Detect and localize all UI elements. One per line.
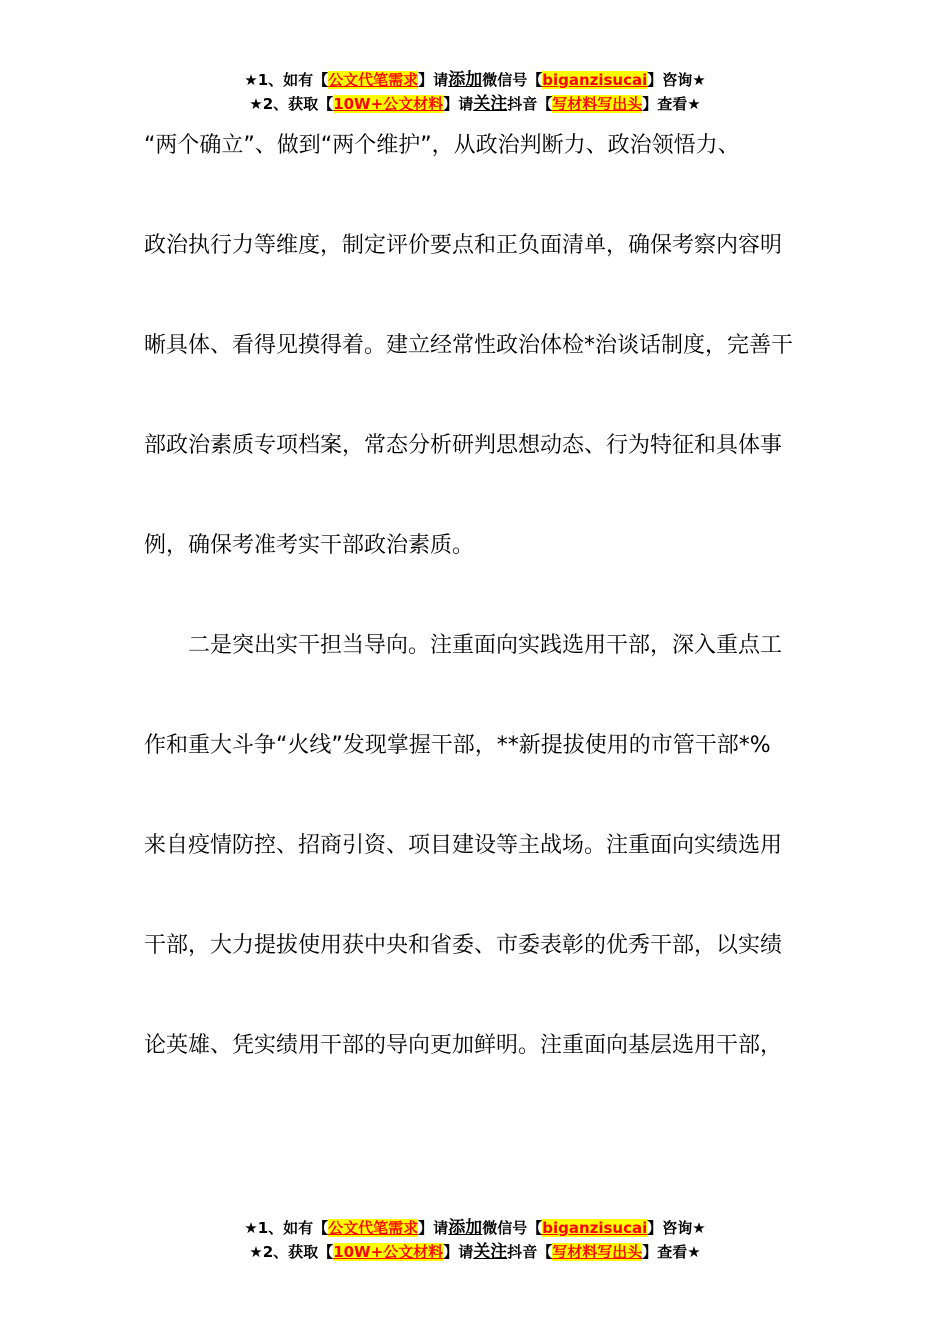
promo-emphasis: 关注 — [473, 94, 508, 114]
promo-text: 】查看★ — [642, 1243, 701, 1261]
document-body — [144, 96, 814, 1096]
promo-highlight: 10W+公文材料 — [333, 95, 444, 113]
promo-text: ★2、获取【 — [249, 95, 334, 113]
promo-emphasis: 关注 — [473, 1242, 508, 1262]
promo-text: ★1、如有【 — [244, 71, 329, 89]
promo-text: 微信号【 — [482, 1219, 543, 1237]
promo-text: 】请 — [418, 71, 449, 89]
promo-wechat-id: biganzisucai — [542, 1219, 648, 1237]
promo-emphasis: 添加 — [448, 1218, 483, 1238]
paragraph-line: 部政治素质专项档案，常态分析研判思想动态、行为特征和具体事 — [144, 433, 783, 458]
promo-text: 】咨询★ — [647, 1219, 706, 1237]
paragraph-line: 晰具体、看得见摸得着。建立经常性政治体检*治谈话制度，完善干 — [144, 333, 794, 358]
promo-text: 抖音【 — [507, 1243, 553, 1261]
promo-highlight: 公文代笔需求 — [328, 1219, 419, 1237]
promo-text: 】请 — [418, 1219, 449, 1237]
paragraph-line: 论英雄、凭实绩用干部的导向更加鲜明。注重面向基层选用干部， — [144, 1033, 783, 1058]
paragraph-line: 来自疫情防控、招商引资、项目建设等主战场。注重面向实绩选用 — [144, 833, 783, 858]
promo-text: 】请 — [443, 1243, 474, 1261]
promo-highlight: 公文代笔需求 — [328, 71, 419, 89]
paragraph-line: 干部，大力提拔使用获中央和省委、市委表彰的优秀干部，以实绩 — [144, 933, 783, 958]
promo-wechat-id: biganzisucai — [542, 71, 648, 89]
footer-promo-banner — [0, 1216, 950, 1264]
promo-text: ★2、获取【 — [249, 1243, 334, 1261]
promo-text: 微信号【 — [482, 71, 543, 89]
paragraph-line: 二是突出实干担当导向。注重面向实践选用干部，深入重点工 — [144, 633, 783, 658]
promo-text: 抖音【 — [507, 95, 553, 113]
paragraph-line: “两个确立”、做到“两个维护”，从政治判断力、政治领悟力、 — [144, 133, 740, 158]
promo-douyin-account: 写材料写出头 — [552, 95, 643, 113]
promo-text: 】请 — [443, 95, 474, 113]
promo-line-2 — [0, 1240, 950, 1264]
promo-text: 】查看★ — [642, 95, 701, 113]
promo-text: 】咨询★ — [647, 71, 706, 89]
promo-douyin-account: 写材料写出头 — [552, 1243, 643, 1261]
paragraph-line: 例，确保考准考实干部政治素质。 — [144, 533, 475, 558]
paragraph-line: 作和重大斗争“火线”发现掌握干部，**新提拔使用的市管干部*% — [144, 733, 771, 758]
promo-text: ★1、如有【 — [244, 1219, 329, 1237]
promo-line-1 — [0, 1216, 950, 1240]
paragraph-line: 政治执行力等维度，制定评价要点和正负面清单，确保考察内容明 — [144, 233, 783, 258]
promo-emphasis: 添加 — [448, 70, 483, 90]
promo-highlight: 10W+公文材料 — [333, 1243, 444, 1261]
promo-line-1 — [0, 68, 950, 92]
